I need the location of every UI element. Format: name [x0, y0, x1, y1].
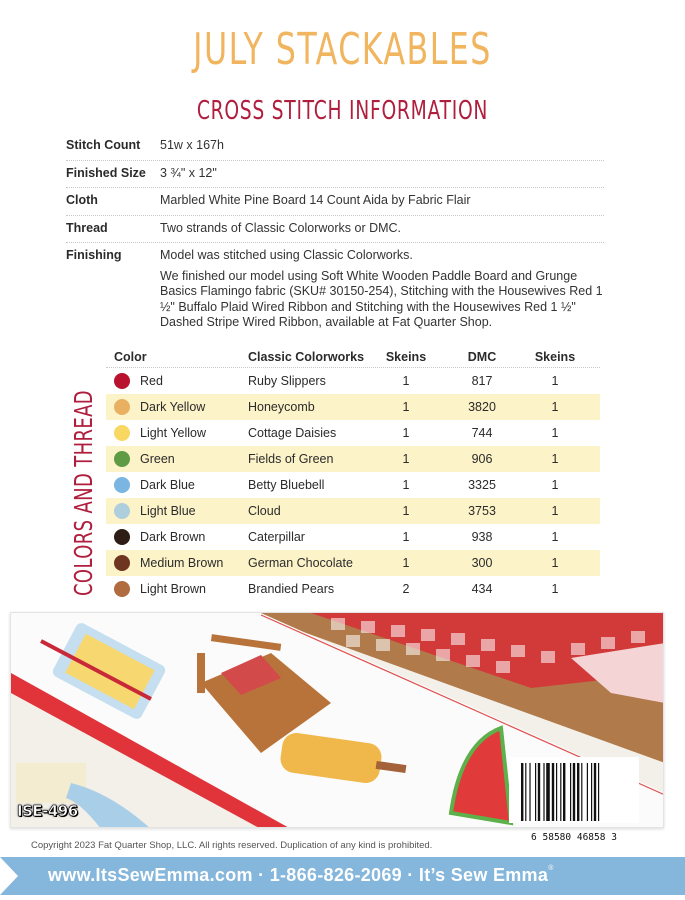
- color-name: Dark Blue: [140, 478, 195, 492]
- thread-row: [106, 472, 600, 498]
- header-skeins-cc: Skeins: [385, 349, 427, 364]
- color-swatch-icon: [114, 451, 130, 467]
- color-name: Dark Brown: [140, 530, 206, 544]
- skeins-cc: 1: [402, 478, 410, 492]
- info-row-cloth: [66, 188, 604, 216]
- info-value: [160, 248, 604, 331]
- thread-row: [106, 576, 600, 602]
- registered-mark: ®: [548, 865, 554, 872]
- dmc-number: 938: [471, 530, 493, 544]
- classic-colorworks-name: Brandied Pears: [248, 582, 335, 596]
- color-swatch-icon: [114, 529, 130, 545]
- barcode-bar: [546, 763, 550, 821]
- skeins-dmc: 1: [551, 504, 559, 518]
- barcode-bar: [581, 763, 582, 821]
- barcode-lead-digit: 6: [531, 832, 537, 843]
- thread-table-header: [106, 346, 600, 368]
- info-value: [160, 166, 604, 182]
- color-swatch-icon: [114, 477, 130, 493]
- skeins-dmc: 1: [551, 426, 559, 440]
- classic-colorworks-name: Ruby Slippers: [248, 374, 326, 388]
- classic-colorworks-name: Cloud: [248, 504, 281, 518]
- thread-row: [106, 420, 600, 446]
- skeins-dmc: 1: [551, 530, 559, 544]
- dmc-number: 3753: [468, 504, 496, 518]
- classic-colorworks-name: Betty Bluebell: [248, 478, 325, 492]
- thread-rows: [106, 368, 600, 602]
- barcode-bar: [521, 763, 523, 821]
- info-label: Finished Size: [66, 165, 146, 180]
- skeins-cc: 2: [402, 582, 410, 596]
- color-swatch-icon: [114, 399, 130, 415]
- footer-contact: [48, 865, 554, 886]
- header-dmc: DMC: [467, 349, 497, 364]
- footer-band: [0, 857, 685, 895]
- color-cell: [106, 503, 248, 519]
- color-name: Medium Brown: [140, 556, 224, 570]
- info-label: Thread: [66, 220, 108, 235]
- color-cell: [106, 555, 248, 571]
- dmc-number: 3820: [468, 400, 496, 414]
- skeins-cc: 1: [402, 530, 410, 544]
- barcode-bar: [560, 763, 561, 821]
- info-row-finishing: [66, 243, 604, 337]
- barcode-bar: [594, 763, 596, 821]
- barcode-bar: [525, 763, 526, 821]
- color-cell: [106, 425, 248, 441]
- header-skeins-dmc: Skeins: [534, 349, 576, 364]
- color-swatch-icon: [114, 581, 130, 597]
- footer-contact-text: www.ItsSewEmma.com · 1-866-826-2069 · It’s Sew Emma: [48, 865, 549, 885]
- barcode-left-group: 58580: [542, 832, 572, 843]
- header-classic-colorworks: Classic Colorworks: [248, 349, 365, 364]
- info-value: [160, 138, 604, 154]
- color-cell: [106, 399, 248, 415]
- skeins-cc: 1: [402, 504, 410, 518]
- info-value-text: We finished our model using Soft White Wooden Paddle Board and Grunge Basics Flamingo fabric (SKU# 30150-254), Stitching with the Housewives Red 1 ½" Buffalo Plaid Wired Ribbon and Stitching with the Housewives Red 1 ½" Dashed Stripe Wired Ribbon, available at Fat Quarter Shop.: [160, 268, 603, 329]
- barcode-bar: [587, 763, 588, 821]
- skeins-cc: 1: [402, 426, 410, 440]
- color-cell: [106, 373, 248, 389]
- color-cell: [106, 581, 248, 597]
- color-name: Dark Yellow: [140, 400, 206, 414]
- color-name: Light Yellow: [140, 426, 207, 440]
- section-label-text: COLORS AND THREAD: [69, 389, 98, 596]
- info-row-stitch-count: [66, 133, 604, 161]
- page-subtitle: CROSS STITCH INFORMATION: [196, 96, 489, 126]
- classic-colorworks-name: Fields of Green: [248, 452, 334, 466]
- skeins-cc: 1: [402, 452, 410, 466]
- barcode-bar: [538, 763, 540, 821]
- barcode-bar: [563, 763, 565, 821]
- barcode-bar: [552, 763, 554, 821]
- thread-row: [106, 446, 600, 472]
- thread-row: [106, 524, 600, 550]
- barcode: [509, 757, 639, 823]
- info-label: Cloth: [66, 193, 98, 207]
- color-name: Light Brown: [140, 582, 207, 596]
- dmc-number: 817: [471, 374, 493, 388]
- barcode-bar: [529, 763, 530, 821]
- barcode-bar: [543, 763, 544, 821]
- barcode-bars: [519, 763, 629, 823]
- barcode-bar: [591, 763, 592, 821]
- info-row-thread: [66, 216, 604, 244]
- skeins-dmc: 1: [551, 582, 559, 596]
- color-swatch-icon: [114, 503, 130, 519]
- info-value-text: Marbled White Pine Board 14 Count Aida by Fabric Flair: [160, 193, 471, 207]
- color-name: Red: [140, 374, 163, 388]
- color-cell: [106, 451, 248, 467]
- barcode-bar: [577, 763, 579, 821]
- dmc-number: 744: [471, 426, 493, 440]
- copyright-notice: Copyright 2023 Fat Quarter Shop, LLC. All rights reserved. Duplication of any kind is prohibited.: [31, 840, 433, 851]
- barcode-bar: [573, 763, 575, 821]
- barcode-bar: [570, 763, 571, 821]
- info-value: [160, 221, 604, 237]
- skeins-cc: 1: [402, 374, 410, 388]
- barcode-right-group: 46858: [576, 832, 606, 843]
- footer-notch: [0, 857, 18, 895]
- dmc-number: 906: [471, 452, 493, 466]
- thread-row: [106, 394, 600, 420]
- classic-colorworks-name: Cottage Daisies: [248, 426, 337, 440]
- color-cell: [106, 477, 248, 493]
- color-swatch-icon: [114, 555, 130, 571]
- header-color: Color: [114, 349, 147, 364]
- dmc-number: 3325: [468, 478, 496, 492]
- info-value-text: 51w x 167h: [160, 138, 224, 152]
- barcode-bar: [598, 763, 599, 821]
- stitch-info-table: [66, 133, 604, 337]
- color-name: Green: [140, 452, 175, 466]
- info-row-finished-size: [66, 161, 604, 189]
- barcode-number: [509, 832, 639, 850]
- color-swatch-icon: [114, 373, 130, 389]
- classic-colorworks-name: Caterpillar: [248, 530, 305, 544]
- skeins-dmc: 1: [551, 556, 559, 570]
- page-title: JULY STACKABLES: [193, 24, 492, 75]
- info-value-text: Two strands of Classic Colorworks or DMC.: [160, 220, 402, 235]
- classic-colorworks-name: German Chocolate: [248, 556, 353, 570]
- skeins-cc: 1: [402, 556, 410, 570]
- barcode-bar: [556, 763, 557, 821]
- thread-table: [106, 346, 600, 602]
- barcode-bar: [535, 763, 536, 821]
- thread-row: [106, 368, 600, 394]
- info-value-text: 3 ¾" x 12": [160, 165, 217, 180]
- skeins-cc: 1: [402, 400, 410, 414]
- info-label: Stitch Count: [66, 138, 141, 152]
- colors-and-thread-heading: [69, 346, 98, 596]
- barcode-check-digit: 3: [611, 832, 617, 843]
- thread-row: [106, 550, 600, 576]
- color-cell: [106, 529, 248, 545]
- classic-colorworks-name: Honeycomb: [248, 400, 315, 414]
- info-value-text: Model was stitched using Classic Colorworks.: [160, 248, 413, 262]
- thread-row: [106, 498, 600, 524]
- color-name: Light Blue: [140, 504, 196, 518]
- info-value: [160, 193, 604, 209]
- pattern-code: ISE-496: [17, 802, 78, 820]
- skeins-dmc: 1: [551, 374, 559, 388]
- dmc-number: 434: [471, 582, 493, 596]
- info-label: Finishing: [66, 248, 122, 262]
- dmc-number: 300: [471, 556, 493, 570]
- skeins-dmc: 1: [551, 400, 559, 414]
- skeins-dmc: 1: [551, 452, 559, 466]
- color-swatch-icon: [114, 425, 130, 441]
- skeins-dmc: 1: [551, 478, 559, 492]
